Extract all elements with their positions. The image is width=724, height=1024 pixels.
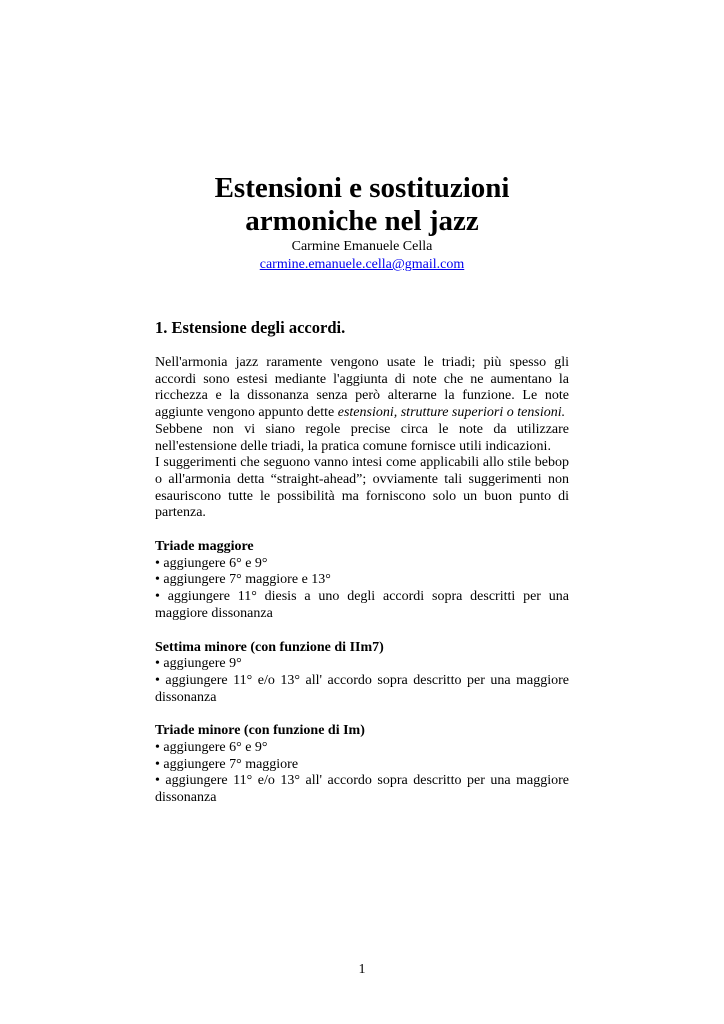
document-title-line-2: armoniche nel jazz (245, 205, 479, 237)
section-title: Triade minore (con funzione di Im) (155, 723, 365, 739)
list-item: • aggiungere 7° maggiore (155, 756, 299, 772)
document-body (155, 318, 569, 807)
paragraph-1-text: accordi sono estesi mediante l'aggiunta di note che ne aumentano la (155, 371, 569, 387)
author-name: Carmine Emanuele Cella (291, 239, 433, 254)
section-title: Triade maggiore (155, 539, 254, 555)
list-item: • aggiungere 9° (155, 656, 242, 672)
section-title: Settima minore (con funzione di IIm7) (155, 639, 384, 655)
page-number: 1 (358, 962, 366, 977)
paragraph-1 (155, 355, 569, 422)
section-triade-minore (155, 723, 569, 807)
list-item: • aggiungere 6° e 9° (155, 740, 268, 756)
list-item: • aggiungere 7° maggiore e 13° (155, 572, 331, 588)
section-triade-maggiore (155, 539, 569, 623)
paragraph-1-text: ricchezza e la dissonanza senza però alterarne la funzione. Le note (155, 388, 569, 404)
paragraph-2: Sebbene non vi siano regole precise circa le note da utilizzare nell'estensione delle triadi, la pratica comune fornisce utili indicazioni. (155, 421, 569, 454)
document-title-line-1: Estensioni e sostituzioni (214, 172, 510, 204)
paragraph-1-text: Nell'armonia jazz raramente vengono usate le triadi; più spesso gli (155, 355, 569, 370)
section-heading: 1. Estensione degli accordi. (155, 318, 346, 337)
list-item: • aggiungere 11° diesis a uno degli accordi sopra descritti per una maggiore dissonanza (155, 589, 569, 621)
paragraph-1-emphasis: estensioni, strutture superiori o tensioni. (337, 405, 566, 421)
author-email-link[interactable]: carmine.emanuele.cella@gmail.com (259, 257, 465, 272)
section-settima-minore (155, 640, 569, 707)
list-item: • aggiungere 11° e/o 13° all' accordo sopra descritto per una maggiore dissonanza (155, 773, 569, 806)
list-item: • aggiungere 6° e 9° (155, 555, 268, 571)
paragraph-1-text: aggiunte vengono appunto dette (155, 405, 335, 421)
paragraph-3: I suggerimenti che seguono vanno intesi come applicabili allo stile bebop o all'armonia detta “straight-ahead”; ovviamente tali suggerimenti non esauriscono tutte le possibilità ma forniscono solo un buon punto di partenza. (155, 455, 569, 521)
list-item: • aggiungere 11° e/o 13° all' accordo sopra descritto per una maggiore dissonanza (155, 672, 569, 705)
